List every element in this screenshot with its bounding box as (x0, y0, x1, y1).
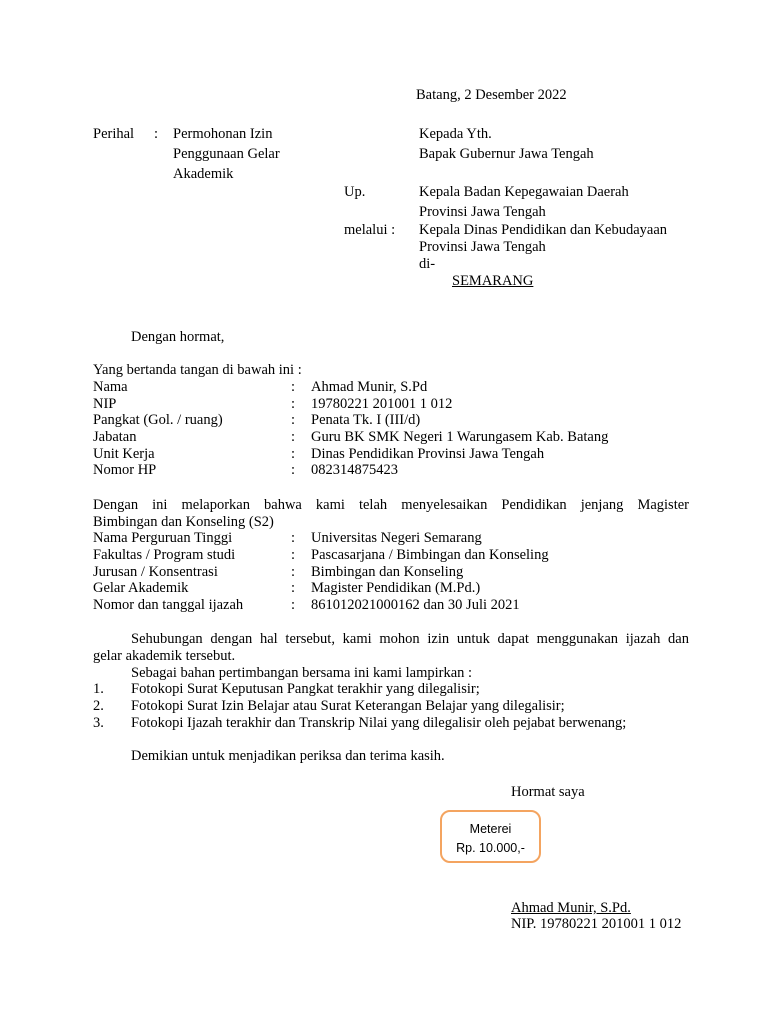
identity-row (0, 429, 768, 446)
education-colon: : (291, 597, 296, 613)
list-item: Fotokopi Surat Izin Belajar atau Surat Keterangan Belajar yang dilegalisir; (131, 698, 565, 714)
identity-value: Dinas Pendidikan Provinsi Jawa Tengah (311, 446, 545, 462)
identity-row (0, 379, 768, 396)
identity-value: 19780221 201001 1 012 (311, 396, 453, 412)
education-row (0, 530, 768, 547)
list-item-number: 3. (93, 715, 104, 731)
identity-label: Nama (93, 379, 128, 395)
list-item: Fotokopi Surat Keputusan Pangkat terakhir yang dilegalisir; (131, 681, 480, 697)
identity-colon: : (291, 396, 296, 412)
identity-label: Pangkat (Gol. / ruang) (93, 412, 223, 428)
identity-label: Jabatan (93, 429, 137, 445)
via-line-1: Kepala Dinas Pendidikan dan Kebudayaan (419, 222, 668, 238)
identity-label: NIP (93, 396, 117, 412)
recipient-line-1: Kepada Yth. (419, 126, 492, 142)
identity-value: Ahmad Munir, S.Pd (311, 379, 428, 395)
education-label: Nomor dan tanggal ijazah (93, 597, 244, 613)
education-colon: : (291, 580, 296, 596)
list-item: Fotokopi Ijazah terakhir dan Transkrip Nilai yang dilegalisir oleh pejabat berwenang; (131, 715, 627, 731)
stamp-label: Meterei (469, 822, 512, 836)
identity-value: Penata Tk. I (III/d) (311, 412, 421, 428)
education-row (0, 580, 768, 597)
subject-label: Perihal (93, 126, 135, 142)
identity-colon: : (291, 412, 296, 428)
signer-nip: NIP. 19780221 201001 1 012 (511, 916, 682, 932)
identity-label: Unit Kerja (93, 446, 155, 462)
subject-colon: : (154, 126, 159, 142)
identity-colon: : (291, 379, 296, 395)
education-value: Pascasarjana / Bimbingan dan Konseling (311, 547, 549, 563)
education-value: 861012021000162 dan 30 Juli 2021 (311, 597, 520, 613)
recipient-line-2: Bapak Gubernur Jawa Tengah (419, 146, 594, 162)
identity-row (0, 412, 768, 429)
request-line-1: Sehubungan dengan hal tersebut, kami mohon izin untuk dapat menggunakan ijazah dan (131, 631, 689, 647)
identity-label: Nomor HP (93, 462, 157, 478)
via-label: melalui : (344, 222, 396, 238)
education-row (0, 547, 768, 564)
identity-row (0, 462, 768, 479)
education-colon: : (291, 530, 296, 546)
intro-text: Yang bertanda tangan di bawah ini : (93, 362, 302, 378)
identity-row (0, 396, 768, 413)
recipient-di: di- (419, 256, 436, 272)
list-item-number: 2. (93, 698, 104, 714)
closing-text: Demikian untuk menjadikan periksa dan terima kasih. (131, 748, 445, 764)
education-label: Nama Perguruan Tinggi (93, 530, 233, 546)
subject-line-2: Penggunaan Gelar (173, 146, 280, 162)
education-label: Jurusan / Konsentrasi (93, 564, 218, 580)
education-value: Magister Pendidikan (M.Pd.) (311, 580, 481, 596)
signer-name: Ahmad Munir, S.Pd. (511, 900, 631, 916)
list-item-number: 1. (93, 681, 104, 697)
attachments-intro: Sebagai bahan pertimbangan bersama ini kami lampirkan : (131, 665, 473, 681)
identity-row (0, 446, 768, 463)
regards: Hormat saya (511, 784, 585, 800)
up-label: Up. (344, 184, 366, 200)
education-row (0, 564, 768, 581)
subject-line-3: Akademik (173, 166, 234, 182)
education-row (0, 597, 768, 614)
up-line-2: Provinsi Jawa Tengah (419, 204, 546, 220)
place-date: Batang, 2 Desember 2022 (416, 87, 567, 103)
greeting: Dengan hormat, (131, 329, 225, 345)
via-line-2: Provinsi Jawa Tengah (419, 239, 546, 255)
identity-value: Guru BK SMK Negeri 1 Warungasem Kab. Batang (311, 429, 609, 445)
education-value: Universitas Negeri Semarang (311, 530, 482, 546)
up-line-1: Kepala Badan Kepegawaian Daerah (419, 184, 629, 200)
education-colon: : (291, 564, 296, 580)
identity-colon: : (291, 429, 296, 445)
recipient-city: SEMARANG (452, 273, 534, 289)
stamp-amount: Rp. 10.000,- (456, 841, 525, 855)
subject-line-1: Permohonan Izin (173, 126, 273, 142)
education-label: Fakultas / Program studi (93, 547, 236, 563)
revenue-stamp-box (440, 810, 541, 863)
identity-value: 082314875423 (311, 462, 398, 478)
report-line-1: Dengan ini melaporkan bahwa kami telah menyelesaikan Pendidikan jenjang Magister (93, 497, 689, 513)
education-label: Gelar Akademik (93, 580, 189, 596)
identity-colon: : (291, 462, 296, 478)
education-colon: : (291, 547, 296, 563)
education-value: Bimbingan dan Konseling (311, 564, 464, 580)
identity-colon: : (291, 446, 296, 462)
request-line-2: gelar akademik tersebut. (93, 648, 236, 664)
report-line-2: Bimbingan dan Konseling (S2) (93, 514, 274, 530)
